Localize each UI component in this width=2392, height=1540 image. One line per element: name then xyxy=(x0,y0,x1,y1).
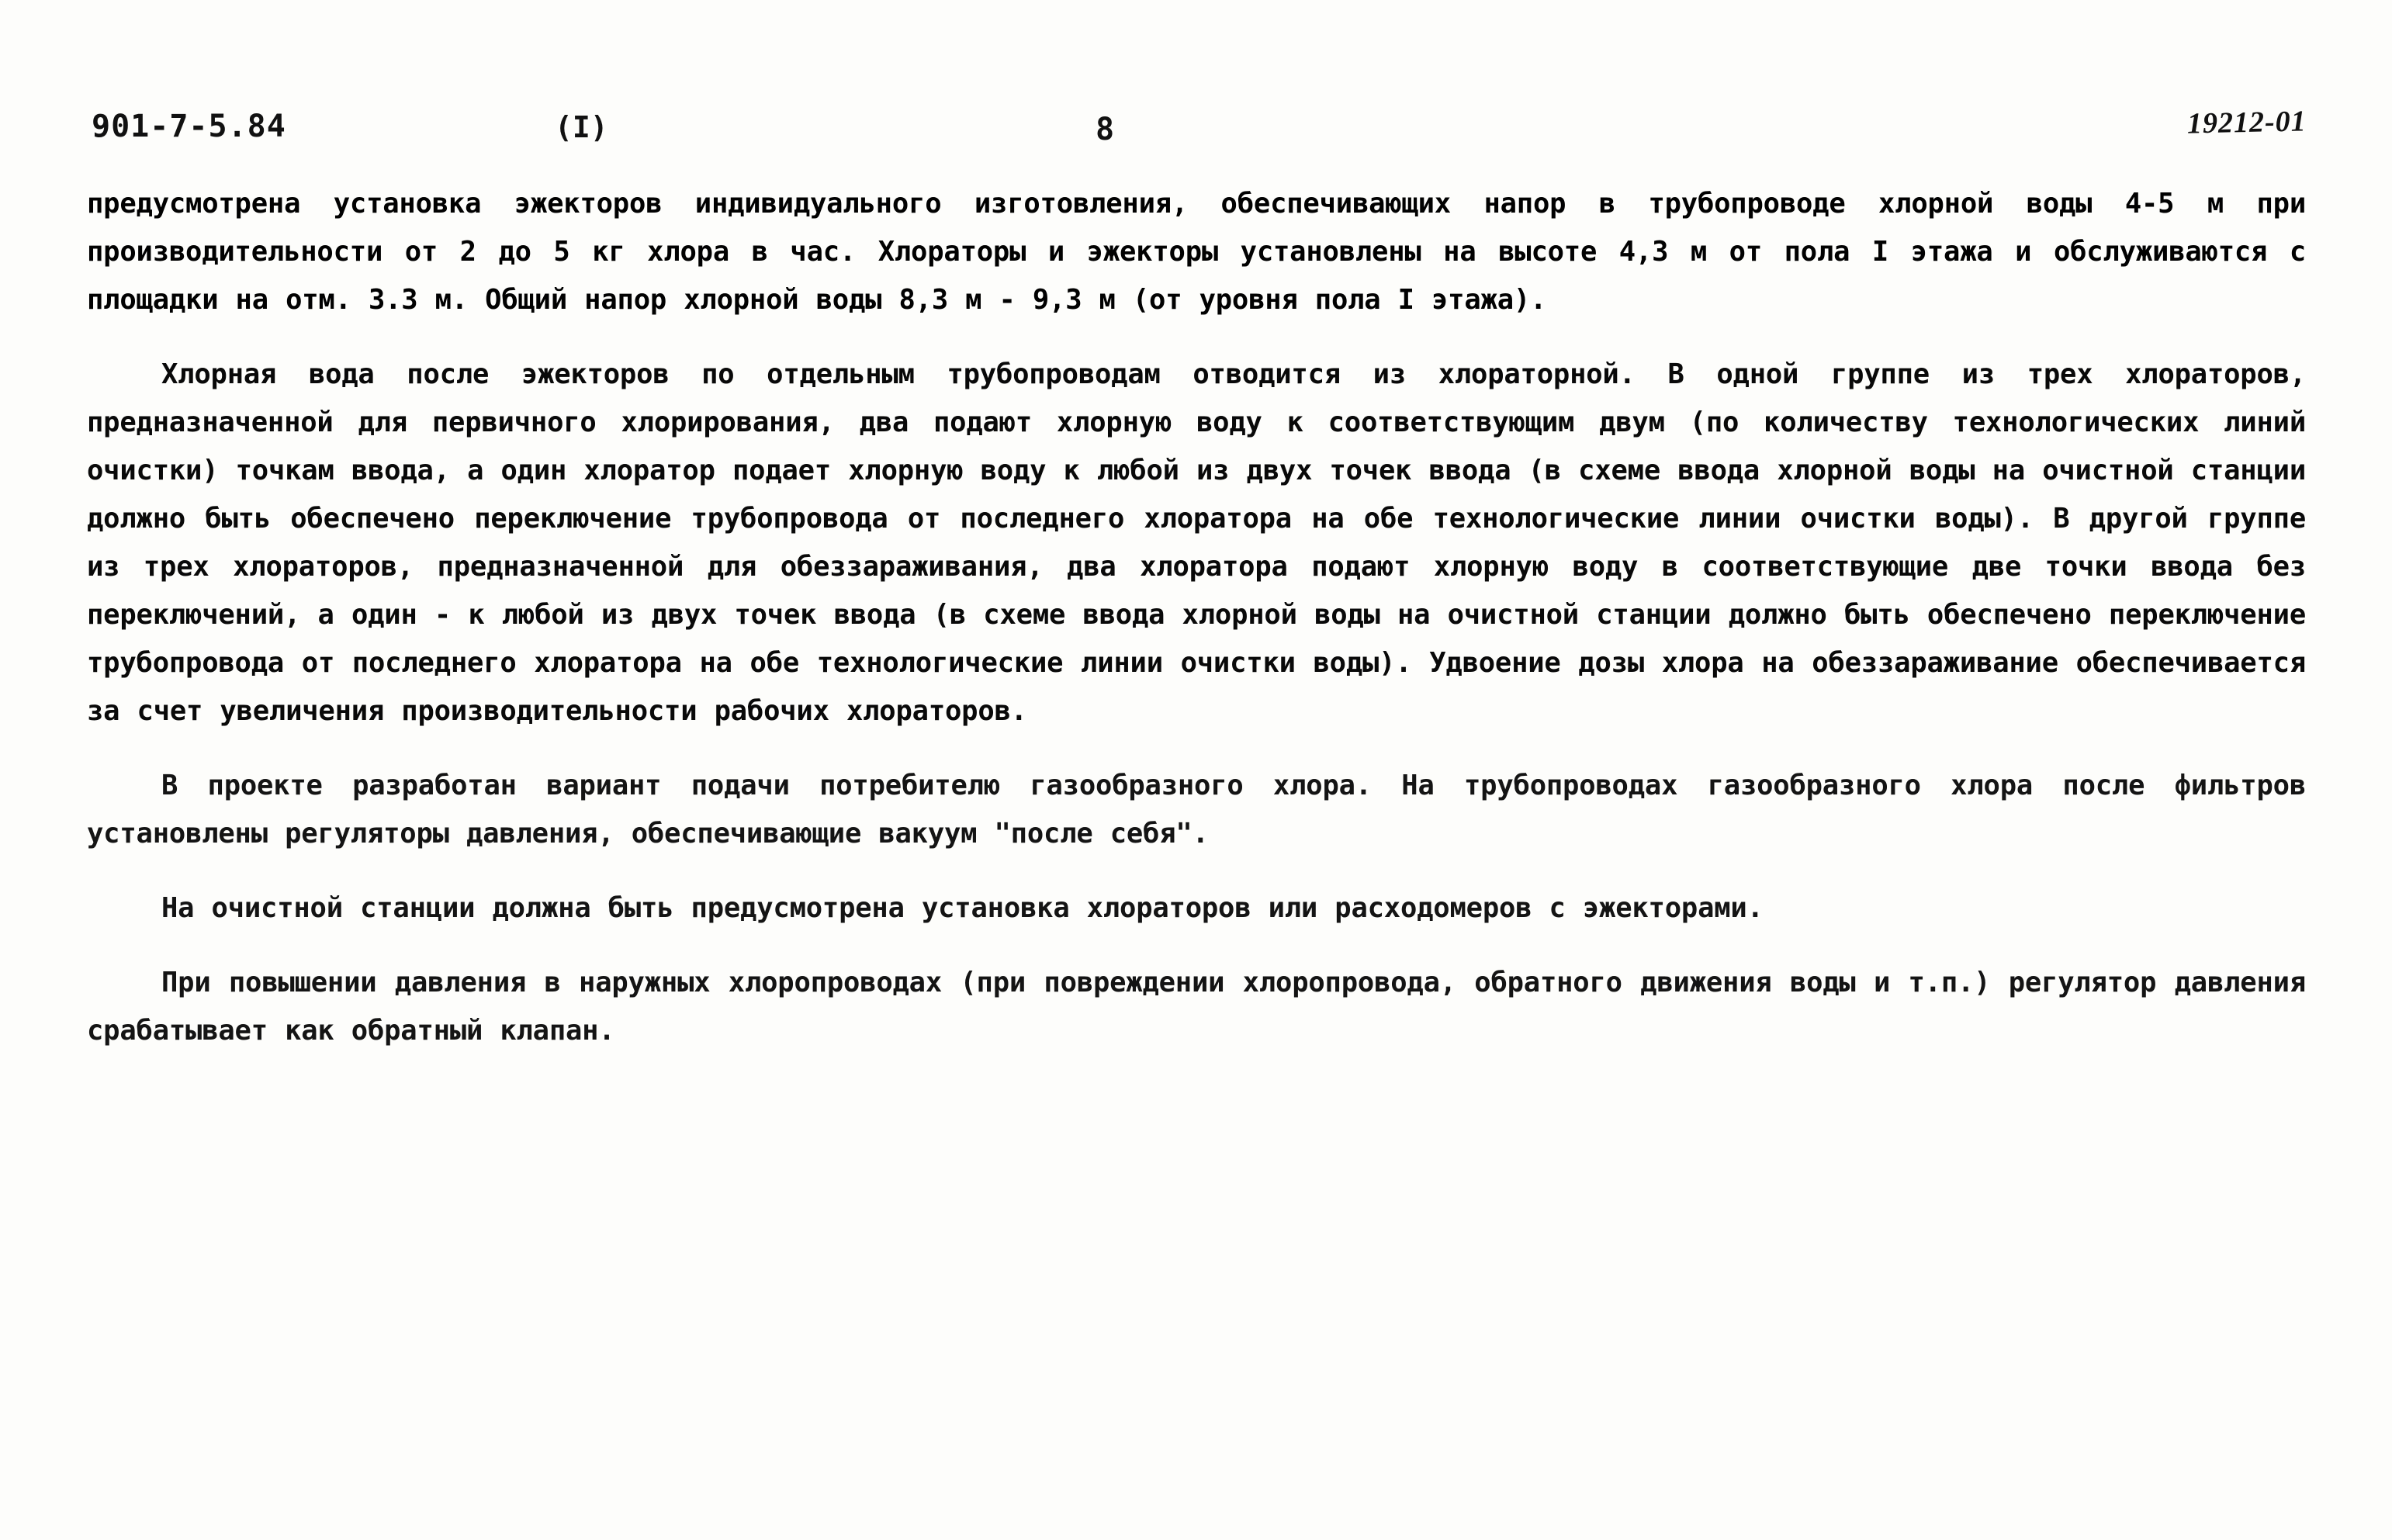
paragraph-5: При повышении давления в наружных хлоропроводах (при повреждении хлоропровода, обратного движения воды и т.п.) регулятор давления срабатывает как обратный клапан. xyxy=(87,967,2306,1047)
document-body xyxy=(87,180,2306,1060)
paragraph-2: Хлорная вода после эжекторов по отдельным трубопроводам отводится из хлораторной. В одной группе из трех хлораторов, предназначенной для первичного хлорирования, два подают хлорную воду к соответствующим двум (по количеству технологических линий очистки) точкам ввода, а один хлоратор подает хлорную воду к любой из двух точек ввода (в схеме ввода хлорной воды на очистной станции должно быть обеспечено переключение трубопровода от последнего хлоратора на обе технологические линии очистки воды). В другой группе из трех хлораторов, предназначенной для обеззараживания, два хлоратора подают хлорную воду в соответствующие две точки ввода без переключений, а один - к любой из двух точек ввода (в схеме ввода хлорной воды на очистной станции должно быть обеспечено переключение трубопровода от последнего хлоратора на обе технологические линии очистки воды). Удвоение дозы хлора на обеззараживание обеспечивается за счет увеличения производительности рабочих хлораторов. xyxy=(87,358,2306,727)
paragraph-1: предусмотрена установка эжекторов индивидуального изготовления, обеспечивающих напор в трубопроводе хлорной воды 4-5 м при производительности от 2 до 5 кг хлора в час. Хлораторы и эжекторы установлены на высоте 4,3 м от пола I этажа и обслуживаются с площадки на отм. 3.3 м. Общий напор хлорной воды 8,3 м - 9,3 м (от уровня пола I этажа). xyxy=(87,188,2306,316)
page-number: 8 xyxy=(1096,112,1115,147)
paragraph-4: На очистной станции должна быть предусмотрена установка хлораторов или расходомеров с эжекторами. xyxy=(161,892,1764,924)
paragraph-3: В проекте разработан вариант подачи потребителю газообразного хлора. На трубопроводах газообразного хлора после фильтров установлены регуляторы давления, обеспечивающие вакуум "после себя". xyxy=(87,770,2306,850)
document-code: 901-7-5.84 xyxy=(92,109,286,144)
archive-stamp-number: 19212-01 xyxy=(2186,105,2307,140)
sheet-part-label: (I) xyxy=(555,110,608,144)
page-header xyxy=(0,105,2392,155)
